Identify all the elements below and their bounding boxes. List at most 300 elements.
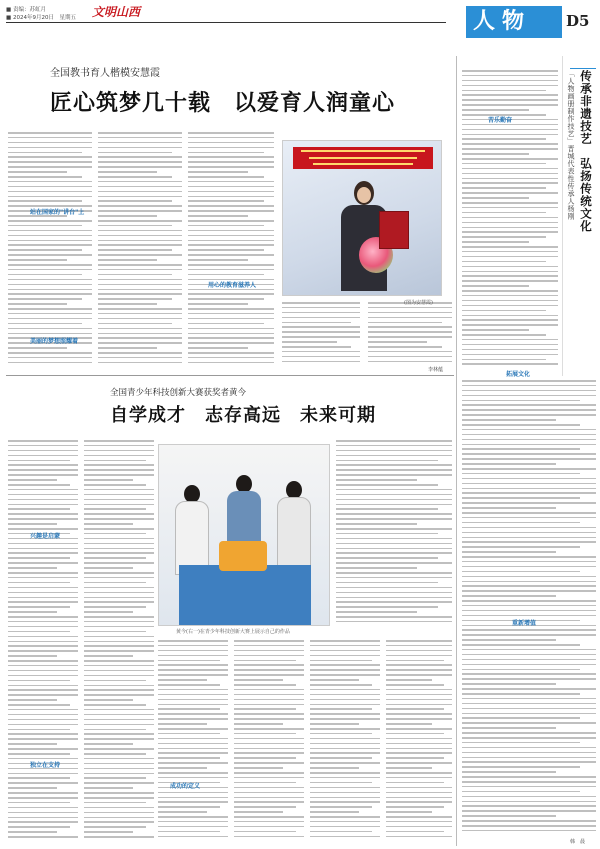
body-text-line bbox=[84, 616, 154, 618]
body-text-line bbox=[462, 280, 558, 282]
body-text-line bbox=[462, 566, 596, 568]
body-text-line bbox=[386, 660, 444, 662]
body-text-line bbox=[188, 313, 274, 315]
article1-col2 bbox=[98, 132, 182, 370]
body-text-line bbox=[462, 404, 596, 406]
body-text-line bbox=[84, 557, 146, 559]
body-text-line bbox=[8, 577, 78, 579]
body-text-line bbox=[8, 137, 92, 139]
body-text-line bbox=[84, 812, 154, 814]
body-text-line bbox=[8, 704, 70, 706]
body-text-line bbox=[310, 728, 380, 730]
body-text-line bbox=[386, 811, 432, 813]
body-text-line bbox=[462, 600, 596, 602]
body-text-line bbox=[386, 679, 432, 681]
body-text-line bbox=[234, 669, 304, 671]
body-text-line bbox=[462, 339, 558, 341]
body-text-line bbox=[8, 313, 92, 315]
body-text-line bbox=[462, 359, 546, 361]
body-text-line bbox=[8, 259, 67, 261]
body-text-line bbox=[386, 723, 432, 725]
body-text-line bbox=[8, 352, 92, 354]
body-text-line bbox=[234, 806, 296, 808]
body-text-line bbox=[462, 517, 596, 519]
body-text-line bbox=[84, 611, 133, 613]
body-text-line bbox=[98, 289, 182, 291]
body-text-line bbox=[8, 176, 82, 178]
body-text-line bbox=[98, 235, 182, 237]
body-text-line bbox=[98, 352, 182, 354]
body-text-line bbox=[462, 163, 546, 165]
body-text-line bbox=[234, 650, 304, 652]
body-text-line bbox=[84, 733, 154, 735]
body-text-line bbox=[158, 762, 228, 764]
body-text-line bbox=[98, 357, 182, 359]
body-text-line bbox=[188, 210, 274, 212]
body-text-line bbox=[84, 484, 146, 486]
body-text-line bbox=[84, 826, 146, 828]
body-text-line bbox=[462, 512, 596, 514]
article1-kicker: 全国教书育人楷模安慧霞 bbox=[50, 68, 160, 79]
article1-col5 bbox=[368, 302, 452, 370]
body-text-line bbox=[368, 331, 452, 333]
body-text-line bbox=[158, 836, 228, 838]
body-text-line bbox=[462, 815, 556, 817]
body-text-line bbox=[234, 772, 304, 774]
body-text-line bbox=[8, 147, 92, 149]
body-text-line bbox=[84, 631, 146, 633]
body-text-line bbox=[84, 548, 154, 550]
body-text-line bbox=[336, 445, 452, 447]
body-text-line bbox=[310, 723, 359, 725]
body-text-line bbox=[98, 225, 172, 227]
student-photo-caption: 黄今(右一)在青少年科技创新大赛上展示自己的作品 bbox=[176, 629, 290, 635]
body-text-line bbox=[386, 757, 444, 759]
body-text-line bbox=[462, 546, 580, 548]
student-photo bbox=[158, 444, 330, 626]
body-text-line bbox=[158, 767, 207, 769]
body-text-line bbox=[336, 621, 452, 623]
body-text-line bbox=[8, 670, 78, 672]
body-text-line bbox=[188, 347, 248, 349]
body-text-line bbox=[386, 708, 444, 710]
body-text-line bbox=[8, 235, 92, 237]
body-text-line bbox=[336, 518, 452, 520]
side-feature-title: 传承非遗技艺 弘扬传统文化 bbox=[579, 70, 593, 233]
body-text-line bbox=[158, 743, 228, 745]
body-text-line bbox=[386, 738, 452, 740]
body-text-line bbox=[310, 679, 359, 681]
body-text-line bbox=[462, 664, 596, 666]
body-text-line bbox=[8, 518, 78, 520]
section-char-1: 人 bbox=[472, 8, 495, 34]
body-text-line bbox=[234, 640, 304, 642]
body-text-line bbox=[462, 683, 556, 685]
body-text-line bbox=[462, 329, 529, 331]
side-title-rule bbox=[570, 68, 596, 69]
body-text-line bbox=[158, 826, 228, 828]
body-text-line bbox=[158, 660, 220, 662]
body-text-line bbox=[462, 708, 596, 710]
body-text-line bbox=[234, 684, 296, 686]
body-text-line bbox=[84, 587, 154, 589]
body-text-line bbox=[158, 694, 228, 696]
side-feature-subtitle: 「人物画册制作技艺」晋城代表性传承人杨刚 bbox=[567, 70, 575, 220]
body-text-line bbox=[158, 738, 228, 740]
body-text-line bbox=[462, 527, 596, 529]
body-text-line bbox=[462, 275, 558, 277]
body-text-line bbox=[386, 713, 452, 715]
body-text-line bbox=[8, 753, 70, 755]
article1-subhead-3: 用心的教育滋养人 bbox=[208, 282, 257, 289]
body-text-line bbox=[158, 669, 228, 671]
side-subhead-2: 拓展文化 bbox=[506, 371, 531, 378]
body-text-line bbox=[188, 181, 274, 183]
body-text-line bbox=[462, 75, 558, 77]
article2-subhead-1: 兴趣是启蒙 bbox=[30, 533, 61, 540]
body-text-line bbox=[462, 187, 546, 189]
body-text-line bbox=[336, 469, 452, 471]
body-text-line bbox=[98, 166, 182, 168]
body-text-line bbox=[98, 244, 182, 246]
teacher-photo-caption: (图为安慧霞) bbox=[404, 300, 433, 306]
body-text-line bbox=[98, 210, 182, 212]
body-text-line bbox=[386, 831, 444, 833]
body-text-line bbox=[368, 336, 452, 338]
body-text-line bbox=[462, 334, 546, 336]
body-text-line bbox=[234, 777, 304, 779]
body-text-line bbox=[462, 605, 596, 607]
body-text-line bbox=[8, 557, 70, 559]
body-text-line bbox=[462, 791, 580, 793]
robot-icon bbox=[219, 541, 267, 571]
body-text-line bbox=[462, 453, 596, 455]
body-text-line bbox=[462, 261, 546, 263]
body-text-line bbox=[84, 572, 154, 574]
body-text-line bbox=[188, 303, 248, 305]
body-text-line bbox=[462, 532, 596, 534]
body-text-line bbox=[386, 640, 452, 642]
certificate-icon bbox=[379, 211, 409, 249]
body-text-line bbox=[188, 191, 274, 193]
body-text-line bbox=[84, 528, 154, 530]
body-text-line bbox=[462, 610, 596, 612]
editor-meta: ■ 责编：苏虹月 bbox=[6, 7, 46, 13]
body-text-line bbox=[386, 821, 452, 823]
body-text-line bbox=[8, 738, 78, 740]
body-text-line bbox=[336, 587, 452, 589]
body-text-line bbox=[462, 241, 529, 243]
body-text-line bbox=[386, 762, 452, 764]
body-text-line bbox=[462, 380, 596, 382]
body-text-line bbox=[462, 80, 558, 82]
body-text-line bbox=[188, 293, 274, 295]
body-text-line bbox=[158, 708, 220, 710]
body-text-line bbox=[462, 478, 596, 480]
body-text-line bbox=[462, 70, 558, 72]
body-text-line bbox=[8, 714, 78, 716]
body-text-line bbox=[8, 616, 78, 618]
body-text-line bbox=[386, 752, 452, 754]
body-text-line bbox=[462, 434, 596, 436]
body-text-line bbox=[336, 601, 452, 603]
article2-col2 bbox=[84, 440, 154, 845]
body-text-line bbox=[462, 395, 596, 397]
body-text-line bbox=[462, 168, 558, 170]
body-text-line bbox=[234, 782, 296, 784]
body-text-line bbox=[368, 346, 442, 348]
body-text-line bbox=[336, 543, 452, 545]
body-text-line bbox=[84, 440, 154, 442]
body-text-line bbox=[8, 650, 78, 652]
body-text-line bbox=[8, 787, 57, 789]
body-text-line bbox=[8, 807, 78, 809]
body-text-line bbox=[8, 191, 92, 193]
body-text-line bbox=[158, 772, 228, 774]
article2-col4 bbox=[158, 640, 228, 845]
body-text-line bbox=[336, 479, 417, 481]
body-text-line bbox=[8, 817, 78, 819]
body-text-line bbox=[8, 680, 70, 682]
article2-title: 自学成才 志存高远 未来可期 bbox=[110, 405, 376, 426]
body-text-line bbox=[310, 836, 380, 838]
body-text-line bbox=[462, 109, 529, 111]
body-text-line bbox=[158, 752, 228, 754]
body-text-line bbox=[234, 728, 304, 730]
body-text-line bbox=[462, 468, 596, 470]
body-text-line bbox=[462, 414, 596, 416]
body-text-line bbox=[188, 161, 274, 163]
body-text-line bbox=[462, 541, 596, 543]
body-text-line bbox=[8, 464, 78, 466]
body-text-line bbox=[98, 313, 182, 315]
body-text-line bbox=[84, 763, 154, 765]
body-text-line bbox=[84, 655, 133, 657]
article1-col4 bbox=[282, 302, 360, 370]
body-text-line bbox=[336, 460, 438, 462]
body-text-line bbox=[368, 356, 452, 358]
body-text-line bbox=[84, 768, 154, 770]
body-text-line bbox=[98, 147, 182, 149]
body-text-line bbox=[8, 298, 82, 300]
body-text-line bbox=[188, 254, 274, 256]
brand-logo: 文明山西 bbox=[92, 5, 141, 19]
body-text-line bbox=[282, 302, 360, 304]
body-text-line bbox=[336, 572, 452, 574]
body-text-line bbox=[310, 718, 380, 720]
body-text-line bbox=[188, 220, 274, 222]
body-text-line bbox=[462, 104, 558, 106]
body-text-line bbox=[462, 673, 596, 675]
body-text-line bbox=[158, 645, 228, 647]
body-text-line bbox=[282, 346, 351, 348]
body-text-line bbox=[336, 606, 438, 608]
body-text-line bbox=[336, 513, 452, 515]
body-text-line bbox=[234, 797, 304, 799]
body-text-line bbox=[8, 249, 82, 251]
body-text-line bbox=[188, 357, 274, 359]
body-text-line bbox=[310, 748, 380, 750]
body-text-line bbox=[8, 709, 78, 711]
body-text-line bbox=[8, 660, 78, 662]
body-text-line bbox=[8, 479, 57, 481]
body-text-line bbox=[234, 704, 304, 706]
body-text-line bbox=[234, 836, 304, 838]
body-text-line bbox=[84, 597, 154, 599]
body-text-line bbox=[8, 729, 70, 731]
body-text-line bbox=[8, 499, 78, 501]
body-text-line bbox=[84, 797, 154, 799]
body-text-line bbox=[336, 450, 452, 452]
body-text-line bbox=[8, 528, 78, 530]
body-text-line bbox=[188, 240, 274, 242]
body-text-line bbox=[84, 743, 133, 745]
body-text-line bbox=[158, 816, 228, 818]
body-text-line bbox=[158, 679, 207, 681]
body-text-line bbox=[462, 173, 558, 175]
body-text-line bbox=[8, 782, 78, 784]
body-text-line bbox=[386, 836, 452, 838]
body-text-line bbox=[336, 489, 452, 491]
body-text-line bbox=[462, 290, 558, 292]
body-text-line bbox=[234, 748, 304, 750]
body-text-line bbox=[462, 266, 558, 268]
body-text-line bbox=[462, 786, 596, 788]
body-text-line bbox=[386, 645, 452, 647]
body-text-line bbox=[462, 319, 558, 321]
body-text-line bbox=[462, 94, 558, 96]
body-text-line bbox=[386, 787, 452, 789]
body-text-line bbox=[462, 285, 529, 287]
body-text-line bbox=[462, 178, 558, 180]
body-text-line bbox=[8, 733, 78, 735]
body-text-line bbox=[84, 817, 154, 819]
body-text-line bbox=[98, 333, 182, 335]
body-text-line bbox=[158, 748, 228, 750]
body-text-line bbox=[386, 689, 452, 691]
body-text-line bbox=[462, 727, 556, 729]
body-text-line bbox=[462, 502, 596, 504]
body-text-line bbox=[84, 641, 154, 643]
body-text-line bbox=[188, 328, 274, 330]
body-text-line bbox=[98, 152, 172, 154]
body-text-line bbox=[336, 552, 452, 554]
body-text-line bbox=[8, 303, 67, 305]
body-text-line bbox=[98, 132, 182, 134]
body-text-line bbox=[84, 474, 154, 476]
body-text-line bbox=[462, 678, 596, 680]
body-text-line bbox=[158, 650, 228, 652]
body-text-line bbox=[310, 674, 380, 676]
body-text-line bbox=[158, 704, 228, 706]
body-text-line bbox=[336, 533, 438, 535]
body-text-line bbox=[98, 156, 182, 158]
column-divider bbox=[456, 56, 457, 846]
body-text-line bbox=[84, 469, 154, 471]
body-text-line bbox=[462, 488, 596, 490]
body-text-line bbox=[84, 787, 133, 789]
body-text-line bbox=[188, 171, 248, 173]
article1-author: 李林蕴 bbox=[428, 367, 444, 373]
body-text-line bbox=[336, 538, 452, 540]
body-text-line bbox=[310, 787, 380, 789]
body-text-line bbox=[158, 655, 228, 657]
body-text-line bbox=[158, 831, 220, 833]
body-text-line bbox=[8, 240, 92, 242]
article1-col3 bbox=[188, 132, 274, 370]
body-text-line bbox=[84, 660, 154, 662]
body-text-line bbox=[98, 200, 172, 202]
body-text-line bbox=[188, 274, 264, 276]
body-text-line bbox=[8, 543, 78, 545]
body-text-line bbox=[386, 743, 452, 745]
body-text-line bbox=[8, 225, 82, 227]
body-text-line bbox=[98, 323, 172, 325]
body-text-line bbox=[8, 626, 78, 628]
body-text-line bbox=[462, 400, 580, 402]
article2-col6 bbox=[310, 640, 380, 845]
body-text-line bbox=[462, 390, 596, 392]
body-text-line bbox=[8, 440, 78, 442]
body-text-line bbox=[98, 171, 157, 173]
body-text-line bbox=[8, 269, 92, 271]
body-text-line bbox=[158, 821, 228, 823]
body-text-line bbox=[462, 629, 596, 631]
body-text-line bbox=[462, 585, 596, 587]
body-text-line bbox=[8, 196, 92, 198]
body-text-line bbox=[188, 200, 264, 202]
body-text-line bbox=[84, 782, 154, 784]
body-text-line bbox=[462, 124, 558, 126]
body-text-line bbox=[310, 772, 380, 774]
body-text-line bbox=[158, 684, 220, 686]
body-text-line bbox=[462, 781, 596, 783]
body-text-line bbox=[310, 699, 380, 701]
body-text-line bbox=[84, 606, 146, 608]
body-text-line bbox=[98, 215, 157, 217]
body-text-line bbox=[462, 129, 558, 131]
body-text-line bbox=[336, 616, 452, 618]
body-text-line bbox=[98, 284, 182, 286]
body-text-line bbox=[462, 192, 558, 194]
body-text-line bbox=[8, 826, 70, 828]
body-text-line bbox=[462, 801, 596, 803]
body-text-line bbox=[188, 156, 274, 158]
body-text-line bbox=[234, 699, 304, 701]
body-text-line bbox=[282, 331, 360, 333]
body-text-line bbox=[462, 771, 556, 773]
body-text-line bbox=[462, 99, 558, 101]
body-text-line bbox=[282, 307, 360, 309]
body-text-line bbox=[8, 777, 70, 779]
body-text-line bbox=[188, 264, 274, 266]
body-text-line bbox=[98, 328, 182, 330]
body-text-line bbox=[462, 148, 558, 150]
body-text-line bbox=[462, 344, 558, 346]
body-text-line bbox=[462, 649, 596, 651]
body-text-line bbox=[462, 182, 558, 184]
body-text-line bbox=[386, 669, 452, 671]
body-text-line bbox=[386, 699, 452, 701]
body-text-line bbox=[84, 543, 154, 545]
body-text-line bbox=[158, 689, 228, 691]
body-text-line bbox=[98, 254, 182, 256]
body-text-line bbox=[234, 733, 296, 735]
body-text-line bbox=[98, 303, 157, 305]
body-text-line bbox=[98, 259, 157, 261]
body-text-line bbox=[462, 537, 596, 539]
body-text-line bbox=[462, 246, 558, 248]
